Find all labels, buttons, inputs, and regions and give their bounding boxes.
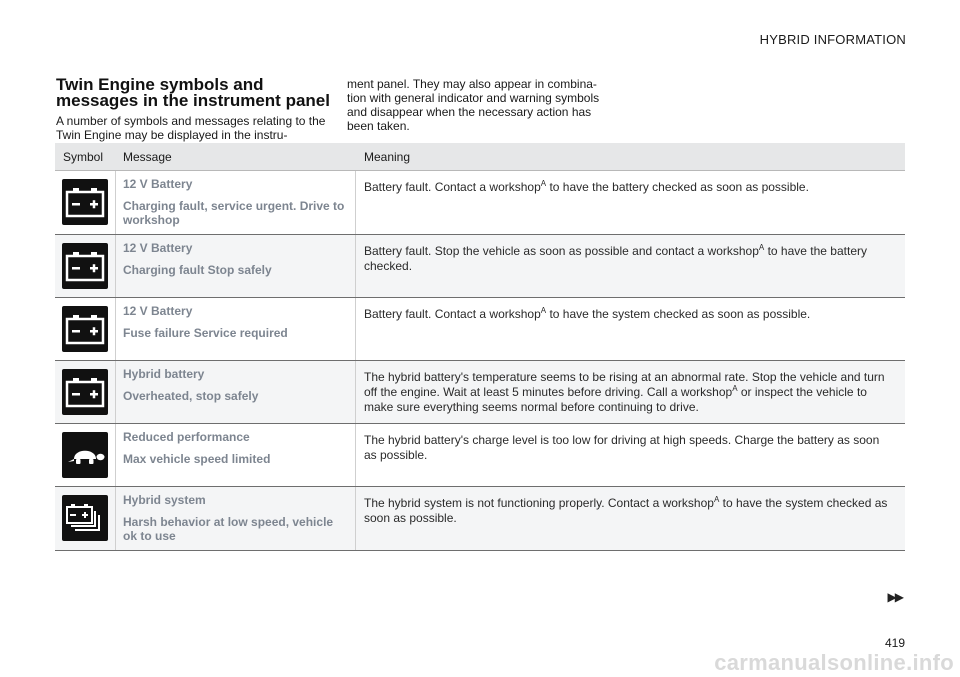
meaning-text: Battery fault. Stop the vehicle as soon as possible and contact a workshop bbox=[364, 244, 759, 258]
meaning-text-continued: to have the battery checked. bbox=[364, 244, 867, 273]
message-detail: Harsh behavior at low speed, vehicle ok to use bbox=[123, 515, 334, 543]
footnote-marker: A bbox=[713, 495, 720, 504]
meaning-cell bbox=[356, 424, 905, 486]
meaning-text: Battery fault. Contact a workshop bbox=[364, 307, 541, 321]
meaning-cell bbox=[356, 298, 905, 360]
message-detail: Charging fault, service urgent. Drive to workshop bbox=[123, 199, 345, 227]
header-symbol: Symbol bbox=[63, 149, 104, 164]
message-detail: Charging fault Stop safely bbox=[123, 263, 272, 277]
next-page-arrows: ▶▶ bbox=[887, 590, 902, 604]
table-row bbox=[55, 298, 905, 361]
meaning-text-continued: to have the system checked as soon as possible. bbox=[364, 496, 888, 525]
meaning-text-continued: to have the battery checked as soon as possible. bbox=[546, 180, 809, 194]
meaning-text: The hybrid battery's charge level is too low for driving at high speeds. Charge the battery as soon as possible. bbox=[364, 433, 880, 462]
message-cell bbox=[116, 298, 356, 360]
symbol-cell bbox=[55, 235, 116, 297]
battery-icon bbox=[62, 179, 108, 225]
footnote-marker: A bbox=[732, 384, 738, 393]
section-header: HYBRID INFORMATION bbox=[759, 32, 906, 47]
message-detail: Overheated, stop safely bbox=[123, 389, 259, 403]
table-row bbox=[55, 171, 905, 235]
meaning-cell bbox=[356, 171, 905, 234]
message-title: Hybrid system bbox=[123, 493, 206, 507]
footnote-marker: A bbox=[758, 243, 765, 252]
message-title: Reduced performance bbox=[123, 430, 250, 444]
intro-left-column bbox=[56, 77, 331, 142]
hybrid-battery-icon bbox=[62, 495, 108, 541]
meaning-cell bbox=[356, 235, 905, 297]
message-cell bbox=[116, 235, 356, 297]
watermark: carmanualsonline.info bbox=[714, 650, 954, 675]
table-row bbox=[55, 361, 905, 424]
battery-icon bbox=[62, 369, 108, 415]
meaning-cell bbox=[356, 361, 905, 423]
message-cell bbox=[116, 171, 356, 234]
battery-icon bbox=[62, 306, 108, 352]
table-header bbox=[55, 143, 905, 171]
intro-right-column bbox=[347, 77, 612, 133]
page-title: Twin Engine symbols and messages in the instrument panel bbox=[56, 75, 330, 110]
symbol-cell bbox=[55, 361, 116, 423]
message-title: 12 V Battery bbox=[123, 304, 193, 318]
message-title: 12 V Battery bbox=[123, 241, 193, 255]
symbol-cell bbox=[55, 171, 116, 234]
header-message: Message bbox=[123, 149, 172, 164]
table-body bbox=[55, 171, 905, 551]
meaning-text-continued: or inspect the vehicle to make sure everything seems normal before continuing to drive. bbox=[364, 385, 867, 414]
footnote-marker: A bbox=[540, 179, 547, 188]
meaning-text: The hybrid system is not functioning properly. Contact a workshop bbox=[364, 496, 714, 510]
intro-text-right: ment panel. They may also appear in combina-tion with general indicator and warning symbols and disappear when the necessary action has been taken. bbox=[347, 77, 600, 133]
message-cell bbox=[116, 487, 356, 550]
symbol-cell bbox=[55, 298, 116, 360]
message-cell bbox=[116, 424, 356, 486]
table-row bbox=[55, 235, 905, 298]
message-cell bbox=[116, 361, 356, 423]
meaning-text: Battery fault. Contact a workshop bbox=[364, 180, 541, 194]
battery-icon bbox=[62, 243, 108, 289]
symbol-cell bbox=[55, 424, 116, 486]
meaning-text: The hybrid battery's temperature seems to be rising at an abnormal rate. Stop the vehicle and turn off the engine. Wait at least 5 minutes before driving. Call a workshop bbox=[364, 370, 885, 399]
message-detail: Max vehicle speed limited bbox=[123, 452, 271, 466]
table-row bbox=[55, 424, 905, 487]
meaning-text-continued: to have the system checked as soon as possible. bbox=[546, 307, 811, 321]
turtle-icon bbox=[62, 432, 108, 478]
symbols-table bbox=[55, 143, 905, 551]
header-meaning: Meaning bbox=[364, 149, 411, 164]
intro-text-left: A number of symbols and messages relating to the Twin Engine may be displayed in the instru- bbox=[56, 114, 326, 142]
message-title: Hybrid battery bbox=[123, 367, 205, 381]
footnote-marker: A bbox=[540, 306, 547, 315]
message-detail: Fuse failure Service required bbox=[123, 326, 288, 340]
table-row bbox=[55, 487, 905, 551]
meaning-cell bbox=[356, 487, 905, 550]
message-title: 12 V Battery bbox=[123, 177, 193, 191]
page-number: 419 bbox=[884, 636, 905, 650]
symbol-cell bbox=[55, 487, 116, 550]
